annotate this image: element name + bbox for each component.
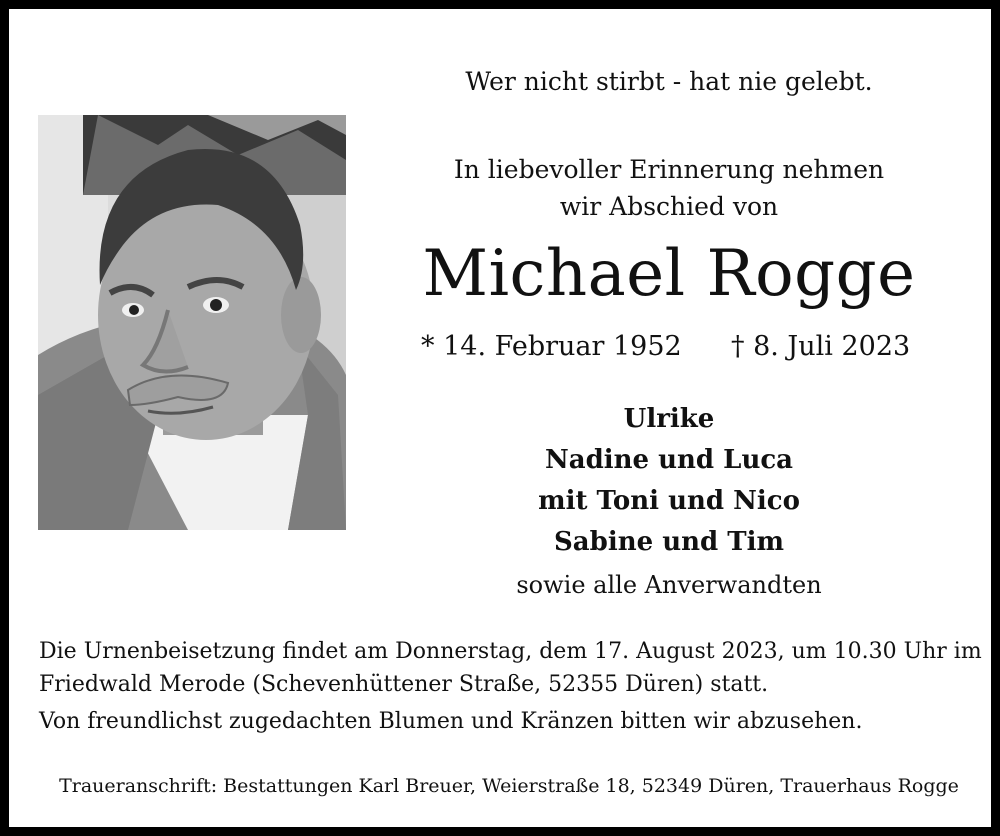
mourner-1: Ulrike [623, 404, 715, 434]
mourner-4: Sabine und Tim [554, 527, 784, 557]
mourning-address: Traueranschrift: Bestattungen Karl Breuer, Weierstraße 18, 52349 Düren, Trauerhaus Rogge [59, 775, 959, 797]
death-date: † 8. Juli 2023 [731, 331, 911, 362]
mourners-others: sowie alle Anverwandten [516, 571, 822, 599]
intro-line-2: wir Abschied von [559, 192, 779, 221]
burial-line-1: Die Urnenbeisetzung findet am Donnerstag, dem 17. August 2023, um 10.30 Uhr im [39, 639, 982, 664]
mourner-3: mit Toni und Nico [538, 486, 800, 516]
portrait-illustration [38, 115, 346, 530]
mourner-2: Nadine und Luca [544, 445, 794, 475]
motto: Wer nicht stirbt - hat nie gelebt. [465, 67, 873, 96]
mourners-list [349, 399, 989, 607]
flowers-request: Von freundlichst zugedachten Blumen und Kränzen bitten wir abzusehen. [39, 709, 863, 734]
intro-line-1: In liebevoller Erinnerung nehmen [453, 155, 885, 184]
birth-date: * 14. Februar 1952 [421, 331, 682, 362]
deceased-name: Michael Rogge [422, 237, 916, 311]
intro-text [349, 151, 989, 225]
burial-information [39, 635, 989, 738]
portrait-photo [38, 115, 346, 530]
burial-line-2: Friedwald Merode (Schevenhüttener Straße, 52355 Düren) statt. [39, 672, 769, 697]
